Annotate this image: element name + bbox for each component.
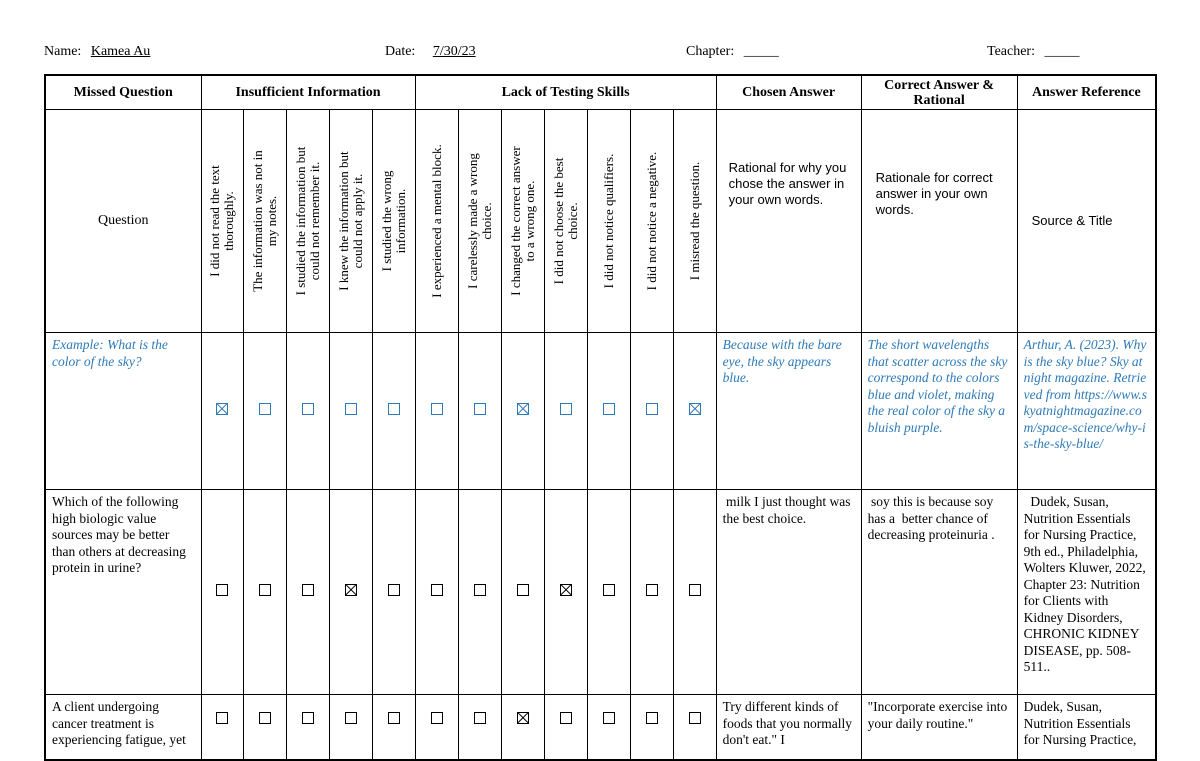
subheader-row xyxy=(45,110,1156,333)
question-cell[interactable]: Example: What is the color of the sky? xyxy=(45,333,201,490)
reason-header: I did not notice a negative. xyxy=(643,151,659,291)
checkbox[interactable] xyxy=(388,584,400,596)
teacher-label: Teacher: xyxy=(987,44,1035,59)
question-cell[interactable]: Which of the following high biologic value sources may be better than others at decreasing protein in urine? xyxy=(45,490,201,695)
checkbox[interactable] xyxy=(646,584,658,596)
checkbox[interactable] xyxy=(345,584,357,596)
chosen-answer-cell[interactable]: milk I just thought was the best choice. xyxy=(716,490,861,695)
checkbox[interactable] xyxy=(603,712,615,724)
chosen-answer-header: Chosen Answer xyxy=(716,75,861,110)
checkbox[interactable] xyxy=(431,712,443,724)
reason-header: I did not choose the best choice. xyxy=(550,157,580,285)
checkbox[interactable] xyxy=(431,403,443,415)
correct-answer-header: Correct Answer & Rational xyxy=(861,75,1017,110)
question-subheader: Question xyxy=(45,110,201,333)
correct-answer-cell[interactable]: soy this is because soy has a better chance of decreasing proteinuria . xyxy=(861,490,1017,695)
checkbox[interactable] xyxy=(689,403,701,415)
date-label: Date: xyxy=(385,44,416,59)
checkbox[interactable] xyxy=(388,403,400,415)
checkbox[interactable] xyxy=(689,584,701,596)
correct-answer-cell[interactable]: "Incorporate exercise into your daily routine." xyxy=(861,695,1017,761)
lack-testing-header: Lack of Testing Skills xyxy=(415,75,716,110)
checkbox[interactable] xyxy=(560,712,572,724)
correct-subheader: Rationale for correct answer in your own words. xyxy=(861,110,1017,333)
checkbox[interactable] xyxy=(345,403,357,415)
reason-header: I misread the question. xyxy=(686,161,702,281)
checkbox[interactable] xyxy=(474,712,486,724)
checkbox[interactable] xyxy=(689,712,701,724)
reason-header: I did not read the text thoroughly. xyxy=(207,165,236,277)
table-row xyxy=(45,490,1156,695)
checkbox[interactable] xyxy=(302,712,314,724)
checkbox[interactable] xyxy=(603,403,615,415)
answer-reference-header: Answer Reference xyxy=(1017,75,1156,110)
test-analysis-table xyxy=(44,74,1157,761)
checkbox[interactable] xyxy=(259,403,271,415)
chapter-value[interactable]: _____ xyxy=(743,44,779,59)
checkbox[interactable] xyxy=(259,712,271,724)
checkbox[interactable] xyxy=(302,584,314,596)
checkbox[interactable] xyxy=(431,584,443,596)
checkbox[interactable] xyxy=(216,584,228,596)
correct-answer-cell[interactable]: The short wavelengths that scatter across the sky correspond to the colors blue and violet, making the real color of the sky a bluish purple. xyxy=(861,333,1017,490)
checkbox[interactable] xyxy=(517,584,529,596)
checkbox[interactable] xyxy=(216,712,228,724)
missed-question-header: Missed Question xyxy=(45,75,201,110)
chapter-label: Chapter: xyxy=(686,44,735,59)
reference-cell[interactable]: Arthur, A. (2023). Why is the sky blue? Sky at night magazine. Retrieved from https://www.skyatnightmagazine.com/space-science/why-is-the-sky-blue/ xyxy=(1017,333,1156,490)
name-value[interactable]: Kamea Au xyxy=(90,44,151,59)
insufficient-info-header: Insufficient Information xyxy=(201,75,415,110)
reason-header: I experienced a mental block. xyxy=(428,144,444,298)
reason-header: I changed the correct answer to a wrong one. xyxy=(507,146,537,296)
checkbox[interactable] xyxy=(216,403,228,415)
question-cell[interactable]: A client undergoing cancer treatment is experiencing fatigue, yet xyxy=(45,695,201,761)
reason-header: The information was not in my notes. xyxy=(249,150,279,292)
checkbox[interactable] xyxy=(517,403,529,415)
name-field xyxy=(44,44,150,60)
table-row xyxy=(45,333,1156,490)
header-row xyxy=(45,75,1156,110)
checkbox[interactable] xyxy=(560,403,572,415)
chosen-subheader: Rational for why you chose the answer in your own words. xyxy=(716,110,861,333)
teacher-value[interactable]: _____ xyxy=(1044,44,1080,59)
date-field xyxy=(385,44,476,60)
reference-subheader: Source & Title xyxy=(1017,110,1156,333)
reason-header: I carelessly made a wrong choice. xyxy=(464,153,494,289)
chosen-answer-cell[interactable]: Because with the bare eye, the sky appears blue. xyxy=(716,333,861,490)
checkbox[interactable] xyxy=(517,712,529,724)
checkbox[interactable] xyxy=(646,403,658,415)
teacher-field xyxy=(987,44,1079,60)
checkbox[interactable] xyxy=(646,712,658,724)
reason-header: I did not notice qualifiers. xyxy=(600,153,616,289)
checkbox[interactable] xyxy=(345,712,357,724)
checkbox[interactable] xyxy=(474,403,486,415)
checkbox[interactable] xyxy=(388,712,400,724)
reference-cell[interactable]: Dudek, Susan, Nutrition Essentials for Nursing Practice, 9th ed., Philadelphia, Wolters Kluwer, 2022, Chapter 23: Nutrition for Clients with Kidney Disorders, CHRONIC KIDNEY DISEASE, pp. 508-511.. xyxy=(1017,490,1156,695)
date-value[interactable]: 7/30/23 xyxy=(432,44,476,59)
checkbox[interactable] xyxy=(302,403,314,415)
checkbox[interactable] xyxy=(603,584,615,596)
checkbox[interactable] xyxy=(259,584,271,596)
table-row xyxy=(45,695,1156,761)
checkbox[interactable] xyxy=(474,584,486,596)
reason-header: I studied the information but could not remember it. xyxy=(292,146,322,296)
checkbox[interactable] xyxy=(560,584,572,596)
reason-header: I studied the wrong information. xyxy=(378,170,408,272)
reason-header: I knew the information but could not apply it. xyxy=(335,151,365,291)
chapter-field xyxy=(686,44,779,60)
chosen-answer-cell[interactable]: Try different kinds of foods that you normally don't eat." I xyxy=(716,695,861,761)
reference-cell[interactable]: Dudek, Susan, Nutrition Essentials for Nursing Practice, xyxy=(1017,695,1156,761)
name-label: Name: xyxy=(44,44,82,59)
